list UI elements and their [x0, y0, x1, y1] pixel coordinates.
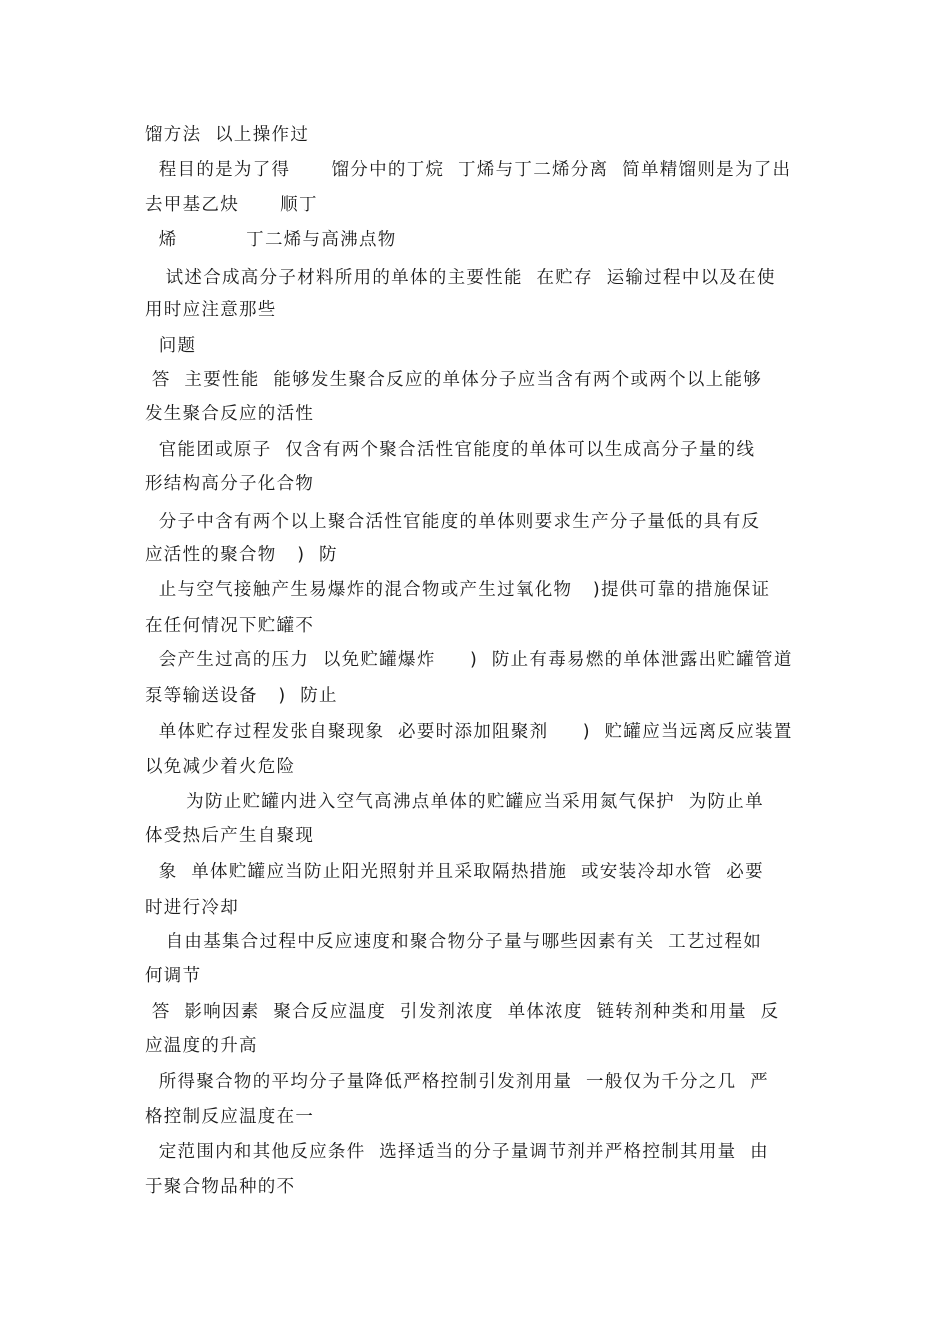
text-line: 用时应注意那些 — [145, 300, 277, 320]
text-line: 象 单体贮罐应当防止阳光照射并且采取隔热措施 或安装冷却水管 必要 — [145, 862, 764, 882]
text-line: 发生聚合反应的活性 — [145, 404, 315, 424]
text-line: 应活性的聚合物 ) 防 — [145, 545, 338, 565]
text-line: 单体贮存过程发张自聚现象 必要时添加阻聚剂 ) 贮罐应当远离反应装置 — [145, 722, 793, 742]
text-line: 泵等输送设备 ) 防止 — [145, 686, 338, 706]
text-line: 为防止贮罐内进入空气高沸点单体的贮罐应当采用氮气保护 为防止单 — [145, 792, 764, 812]
text-line: 时进行冷却 — [145, 898, 239, 918]
text-line: 答 影响因素 聚合反应温度 引发剂浓度 单体浓度 链转剂种类和用量 反 — [145, 1002, 780, 1022]
text-line: 何调节 — [145, 966, 202, 986]
text-line: 体受热后产生自聚现 — [145, 826, 315, 846]
text-line: 定范围内和其他反应条件 选择适当的分子量调节剂并严格控制其用量 由 — [145, 1142, 769, 1162]
text-line: 试述合成高分子材料所用的单体的主要性能 在贮存 运输过程中以及在使 — [145, 268, 776, 288]
text-line: 于聚合物品种的不 — [145, 1177, 296, 1197]
text-line: 程目的是为了得 馏分中的丁烷 丁烯与丁二烯分离 简单精馏则是为了出 — [145, 160, 792, 180]
text-line: 应温度的升高 — [145, 1036, 258, 1056]
text-line: 问题 — [145, 336, 197, 356]
text-line: 所得聚合物的平均分子量降低严格控制引发剂用量 一般仅为千分之几 严 — [145, 1072, 769, 1092]
text-line: 去甲基乙炔 顺丁 — [145, 195, 318, 215]
text-line: 烯 丁二烯与高沸点物 — [145, 230, 397, 250]
text-line: 在任何情况下贮罐不 — [145, 616, 315, 636]
text-line: 止与空气接触产生易爆炸的混合物或产生过氧化物 )提供可靠的措施保证 — [145, 580, 771, 600]
text-line: 分子中含有两个以上聚合活性官能度的单体则要求生产分子量低的具有反 — [145, 512, 761, 532]
text-line: 自由基集合过程中反应速度和聚合物分子量与哪些因素有关 工艺过程如 — [145, 932, 763, 952]
text-line: 馏方法 以上操作过 — [145, 125, 310, 145]
text-line: 官能团或原子 仅含有两个聚合活性官能度的单体可以生成高分子量的线 — [145, 440, 756, 460]
text-line: 会产生过高的压力 以免贮罐爆炸 ) 防止有毒易燃的单体泄露出贮罐管道 — [145, 650, 793, 670]
text-line: 形结构高分子化合物 — [145, 474, 315, 494]
text-line: 格控制反应温度在一 — [145, 1107, 315, 1127]
text-line: 答 主要性能 能够发生聚合反应的单体分子应当含有两个或两个以上能够 — [145, 370, 763, 390]
text-line: 以免减少着火危险 — [145, 757, 296, 777]
